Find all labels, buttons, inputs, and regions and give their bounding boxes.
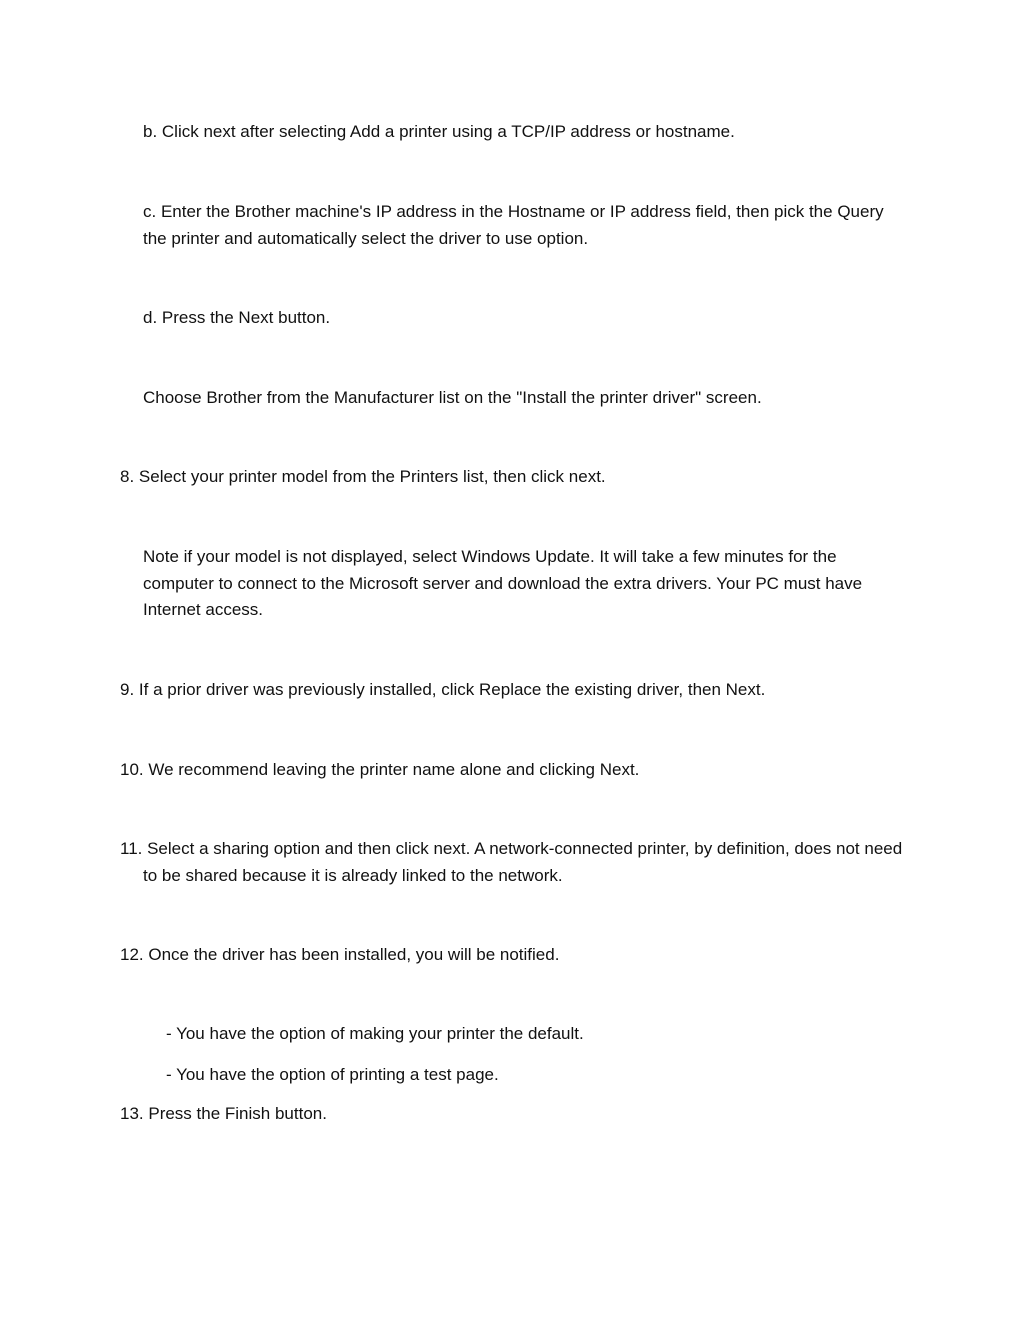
sub-item-default-printer: - You have the option of making your printer the default. [166,1024,584,1043]
manufacturer-paragraph: Choose Brother from the Manufacturer list on the "Install the printer driver" screen. [143,388,762,407]
step-9-paragraph: 9. If a prior driver was previously installed, click Replace the existing driver, then Next. [120,680,766,699]
step-d-paragraph: d. Press the Next button. [143,308,331,327]
sub-item-test-page: - You have the option of printing a test page. [166,1065,499,1084]
step-8-paragraph: 8. Select your printer model from the Printers list, then click next. [120,467,606,486]
step-12-paragraph: 12. Once the driver has been installed, you will be notified. [120,945,560,964]
step-11-paragraph: 11. Select a sharing option and then click next. A network-connected printer, by definition, does not need to be shared because it is already linked to the network. [120,839,903,885]
step-10-paragraph: 10. We recommend leaving the printer name alone and clicking Next. [120,760,640,779]
note-paragraph: Note if your model is not displayed, select Windows Update. It will take a few minutes for the computer to connect to the Microsoft server and download the extra drivers. Your PC must have Internet access. [143,547,863,619]
step-b-paragraph: b. Click next after selecting Add a printer using a TCP/IP address or hostname. [143,122,735,141]
step-13-paragraph: 13. Press the Finish button. [120,1104,327,1123]
step-c-paragraph: c. Enter the Brother machine's IP address in the Hostname or IP address field, then pick the Query the printer and automatically select the driver to use option. [143,202,884,248]
